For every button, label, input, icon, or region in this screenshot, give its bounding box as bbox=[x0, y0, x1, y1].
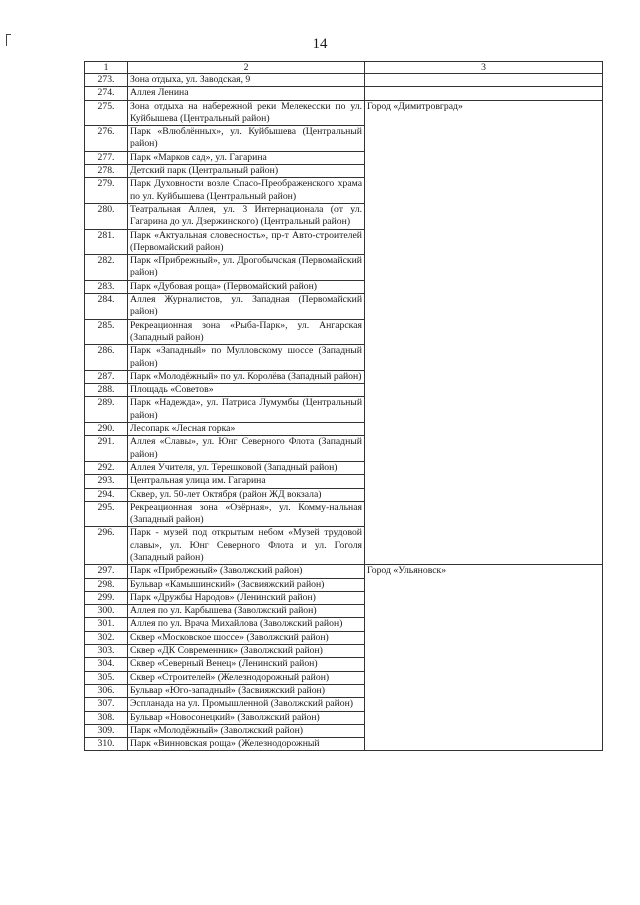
place-name: Парк «Актуальная словесность», пр-т Авто-строителей (Первомайский район) bbox=[128, 229, 365, 255]
place-name: Парк «Дубовая роща» (Первомайский район) bbox=[128, 280, 365, 293]
place-name: Сквер, ул. 50-лет Октября (район ЖД вокзала) bbox=[128, 488, 365, 501]
row-number: 285. bbox=[85, 319, 128, 345]
place-name: Аллея Ленина bbox=[128, 87, 365, 100]
row-number: 292. bbox=[85, 461, 128, 474]
place-name: Парк Духовности возле Спасо-Преображенского храма по ул. Куйбышева (Центральный район) bbox=[128, 178, 365, 204]
place-name: Сквер «Московское шоссе» (Заволжский район) bbox=[128, 631, 365, 644]
column-header-1: 1 bbox=[85, 62, 128, 74]
place-name: Аллея «Славы», ул. Юнг Северного Флота (Западный район) bbox=[128, 436, 365, 462]
row-number: 296. bbox=[85, 527, 128, 565]
row-number: 277. bbox=[85, 151, 128, 164]
place-name: Парк - музей под открытым небом «Музей трудовой славы», ул. Юнг Северного Флота и ул. Гоголя (Западный район) bbox=[128, 527, 365, 565]
place-name: Эспланада на ул. Промышленной (Заволжский район) bbox=[128, 698, 365, 711]
row-number: 303. bbox=[85, 645, 128, 658]
place-name: Зона отдыха, ул. Заводская, 9 bbox=[128, 74, 365, 87]
row-number: 302. bbox=[85, 631, 128, 644]
row-number: 298. bbox=[85, 578, 128, 591]
place-name: Бульвар «Новосонецкий» (Заволжский район) bbox=[128, 711, 365, 724]
place-name: Аллея Журналистов, ул. Западная (Первомайский район) bbox=[128, 294, 365, 320]
row-number: 294. bbox=[85, 488, 128, 501]
place-name: Аллея Учителя, ул. Терешковой (Западный район) bbox=[128, 461, 365, 474]
place-name: Парк «Надежда», ул. Патриса Лумумбы (Центральный район) bbox=[128, 397, 365, 423]
parks-table bbox=[84, 61, 603, 751]
row-number: 287. bbox=[85, 370, 128, 383]
row-number: 295. bbox=[85, 501, 128, 527]
row-number: 280. bbox=[85, 203, 128, 229]
place-name: Детский парк (Центральный район) bbox=[128, 165, 365, 178]
row-number: 293. bbox=[85, 475, 128, 488]
row-number: 279. bbox=[85, 178, 128, 204]
place-name: Парк «Винновская роща» (Железнодорожный bbox=[128, 738, 365, 751]
city-cell bbox=[365, 74, 603, 87]
city-cell bbox=[365, 87, 603, 100]
place-name: Парк «Молодёжный» (Заволжский район) bbox=[128, 724, 365, 737]
place-name: Парк «Дружбы Народов» (Ленинский район) bbox=[128, 591, 365, 604]
column-header-2: 2 bbox=[128, 62, 365, 74]
row-number: 307. bbox=[85, 698, 128, 711]
place-name: Площадь «Советов» bbox=[128, 384, 365, 397]
row-number: 288. bbox=[85, 384, 128, 397]
row-number: 299. bbox=[85, 591, 128, 604]
place-name: Рекреационная зона «Озёрная», ул. Комму-нальная (Западный район) bbox=[128, 501, 365, 527]
row-number: 304. bbox=[85, 658, 128, 671]
row-number: 310. bbox=[85, 738, 128, 751]
row-number: 306. bbox=[85, 684, 128, 697]
row-number: 301. bbox=[85, 618, 128, 631]
column-header-3: 3 bbox=[365, 62, 603, 74]
place-name: Парк «Западный» по Мулловскому шоссе (Западный район) bbox=[128, 345, 365, 371]
row-number: 291. bbox=[85, 436, 128, 462]
page-number: 14 bbox=[312, 36, 328, 52]
place-name: Бульвар «Юго-западный» (Засвияжский район) bbox=[128, 684, 365, 697]
place-name: Центральная улица им. Гагарина bbox=[128, 475, 365, 488]
row-number: 282. bbox=[85, 255, 128, 281]
row-number: 273. bbox=[85, 74, 128, 87]
place-name: Парк «Марков сад», ул. Гагарина bbox=[128, 151, 365, 164]
place-name: Лесопарк «Лесная горка» bbox=[128, 423, 365, 436]
row-number: 284. bbox=[85, 294, 128, 320]
place-name: Парк «Прибрежный» (Заволжский район) bbox=[128, 565, 365, 578]
place-name: Парк «Влюблённых», ул. Куйбышева (Центральный район) bbox=[128, 126, 365, 152]
table-header-row bbox=[85, 62, 603, 74]
row-number: 278. bbox=[85, 165, 128, 178]
row-number: 289. bbox=[85, 397, 128, 423]
row-number: 309. bbox=[85, 724, 128, 737]
row-number: 281. bbox=[85, 229, 128, 255]
place-name: Аллея по ул. Карбышева (Заволжский район) bbox=[128, 605, 365, 618]
row-number: 276. bbox=[85, 126, 128, 152]
row-number: 300. bbox=[85, 605, 128, 618]
row-number: 305. bbox=[85, 671, 128, 684]
row-number: 275. bbox=[85, 100, 128, 126]
place-name: Сквер «Северный Венец» (Ленинский район) bbox=[128, 658, 365, 671]
place-name: Парк «Прибрежный», ул. Дрогобычская (Первомайский район) bbox=[128, 255, 365, 281]
table-row bbox=[85, 565, 603, 578]
table-row bbox=[85, 87, 603, 100]
place-name: Театральная Аллея, ул. 3 Интернационала (от ул. Гагарина до ул. Дзержинского) (Центральный район) bbox=[128, 203, 365, 229]
row-number: 308. bbox=[85, 711, 128, 724]
place-name: Сквер «ДК Современник» (Заволжский район) bbox=[128, 645, 365, 658]
place-name: Парк «Молодёжный» по ул. Королёва (Западный район) bbox=[128, 370, 365, 383]
city-cell: Город «Ульяновск» bbox=[365, 565, 603, 751]
city-cell: Город «Димитровград» bbox=[365, 100, 603, 565]
table-row bbox=[85, 100, 603, 126]
place-name: Бульвар «Камышинский» (Засвияжский район) bbox=[128, 578, 365, 591]
place-name: Рекреационная зона «Рыба-Парк», ул. Ангарская (Западный район) bbox=[128, 319, 365, 345]
row-number: 290. bbox=[85, 423, 128, 436]
row-number: 286. bbox=[85, 345, 128, 371]
row-number: 283. bbox=[85, 280, 128, 293]
place-name: Зона отдыха на набережной реки Мелекесски по ул. Куйбышева (Центральный район) bbox=[128, 100, 365, 126]
table-row bbox=[85, 74, 603, 87]
place-name: Аллея по ул. Врача Михайлова (Заволжский район) bbox=[128, 618, 365, 631]
row-number: 274. bbox=[85, 87, 128, 100]
place-name: Сквер «Строителей» (Железнодорожный район) bbox=[128, 671, 365, 684]
row-number: 297. bbox=[85, 565, 128, 578]
